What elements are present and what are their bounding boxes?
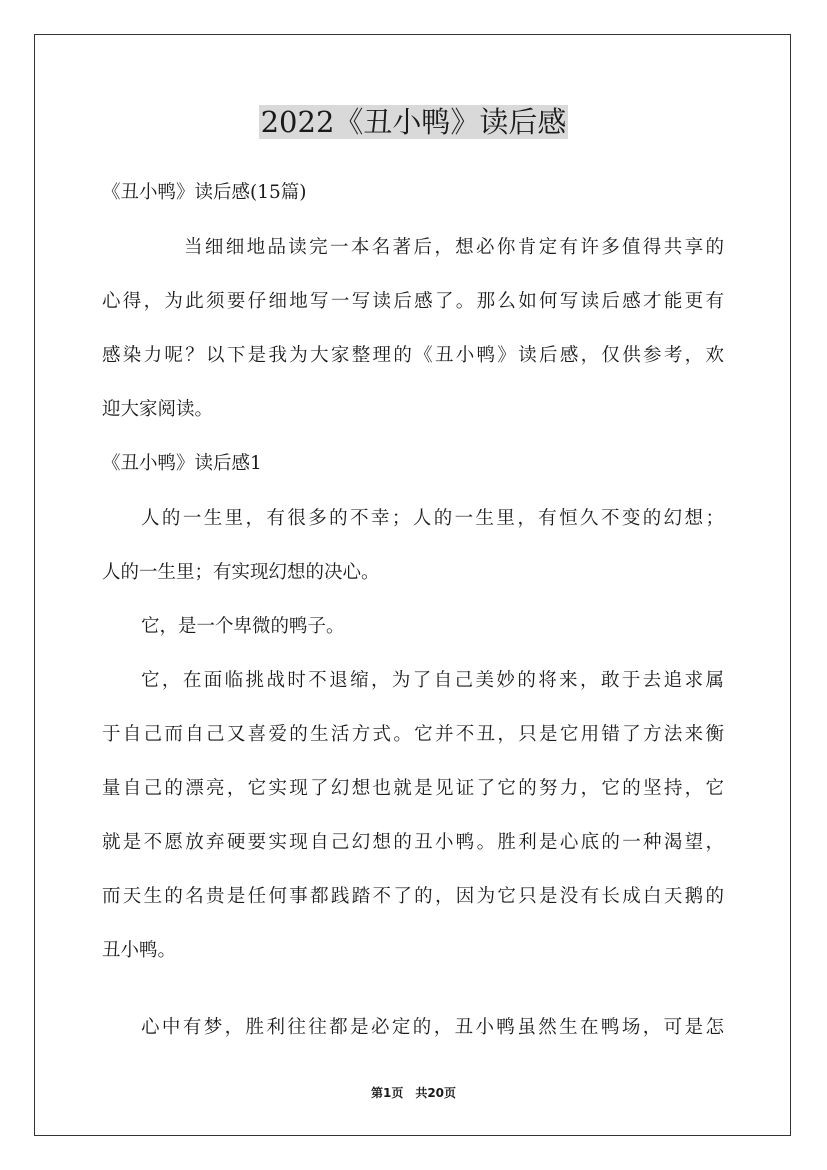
doc-subtitle: 《丑小鸭》读后感(15篇): [102, 182, 307, 203]
title-text: 2022《丑小鸭》读后感: [260, 105, 567, 139]
paragraph-3-line-6: 丑小鸭。: [102, 940, 177, 961]
document-title: [0, 100, 827, 144]
intro-line-3: 感染力呢？以下是我为大家整理的《丑小鸭》读后感，仅供参考，欢: [102, 345, 724, 366]
section-heading: 《丑小鸭》读后感1: [102, 453, 262, 474]
paragraph-1-line-1: 人的一生里，有很多的不幸；人的一生里，有恒久不变的幻想；: [141, 508, 724, 529]
intro-line-4: 迎大家阅读。: [102, 399, 214, 420]
paragraph-3-line-4: 就是不愿放弃硬要实现自己幻想的丑小鸭。胜利是心底的一种渴望，: [102, 832, 724, 853]
paragraph-4-line-1: 心中有梦，胜利往往都是必定的，丑小鸭虽然生在鸭场，可是怎: [141, 1017, 724, 1038]
paragraph-3-line-1: 它，在面临挑战时不退缩，为了自己美妙的将来，敢于去追求属: [141, 670, 724, 691]
page-number: 第1页 共20页: [370, 1086, 457, 1100]
intro-line-1: 当细细地品读完一本名著后，想必你肯定有许多值得共享的: [184, 237, 724, 258]
paragraph-1-line-2: 人的一生里；有实现幻想的决心。: [102, 562, 380, 583]
paragraph-3-line-2: 于自己而自己又喜爱的生活方式。它并不丑，只是它用错了方法来衡: [102, 724, 724, 745]
paragraph-3-line-5: 而天生的名贵是任何事都践踏不了的，因为它只是没有长成白天鹅的: [102, 886, 724, 907]
paragraph-2-line-1: 它，是一个卑微的鸭子。: [141, 616, 345, 637]
intro-line-2: 心得，为此须要仔细地写一写读后感了。那么如何写读后感才能更有: [102, 291, 724, 312]
paragraph-3-line-3: 量自己的漂亮，它实现了幻想也就是见证了它的努力，它的坚持，它: [102, 778, 724, 799]
